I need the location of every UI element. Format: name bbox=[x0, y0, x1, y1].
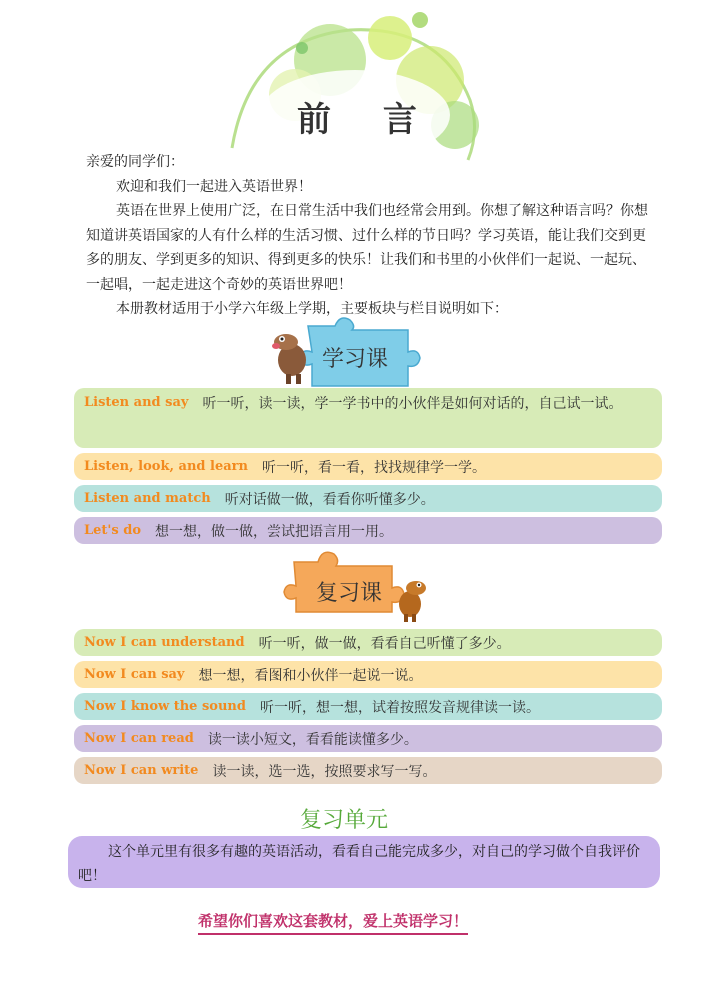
review-row-say bbox=[74, 661, 662, 688]
dog-mascot-icon bbox=[399, 581, 426, 622]
row-en-label: Now I can read bbox=[84, 731, 194, 746]
review-row-sound bbox=[74, 693, 662, 720]
row-cn-text: 读一读小短文，看看能读懂多少。 bbox=[207, 731, 418, 748]
review-row-read bbox=[74, 725, 662, 752]
row-cn-text: 想一想，做一做，尝试把语言用一用。 bbox=[155, 523, 394, 540]
intro-paragraph-3: 本册教材适用于小学六年级上学期，主要板块与栏目说明如下： bbox=[116, 301, 508, 317]
row-en-label: Now I can understand bbox=[84, 635, 245, 650]
row-cn-text: 想一想，看图和小伙伴一起说一说。 bbox=[198, 667, 423, 684]
row-en-label: Let's do bbox=[84, 523, 142, 538]
row-cn-text: 听一听，读一读，学一学书中的小伙伴是如何对话的，自己试一试。 bbox=[202, 396, 623, 412]
review-unit-text: 这个单元里有很多有趣的英语活动，看看自己能完成多少，对自己的学习做个自我评价吧！ bbox=[78, 844, 640, 884]
row-cn-text: 听一听，做一做，看看自己听懂了多少。 bbox=[258, 635, 511, 652]
row-en-label: Now I can say bbox=[84, 667, 185, 682]
review-unit-box bbox=[68, 836, 660, 888]
intro-paragraph-2: 英语在世界上使用广泛，在日常生活中我们也经常会用到。你想了解这种语言吗？你想知道讲英语国家的人有什么样的生活习惯、过什么样的节日吗？学习英语，能让我们交到更多的朋友、学到更多的知识、得到更多的快乐！让我们和书里的小伙伴们一起说、一起玩、一起唱，一起走进这个奇妙的英语世界吧！ bbox=[86, 203, 648, 293]
greeting: 亲爱的同学们： bbox=[86, 154, 184, 170]
row-en-label: Listen, look, and learn bbox=[84, 459, 248, 474]
row-en-label: Listen and say bbox=[84, 395, 189, 410]
row-cn-text: 听对话做一做，看看你听懂多少。 bbox=[224, 491, 435, 508]
closing-line: 希望你们喜欢这套教材，爱上英语学习！ bbox=[198, 910, 468, 935]
row-en-label: Listen and match bbox=[84, 491, 211, 506]
row-en-label: Now I can write bbox=[84, 763, 199, 778]
review-unit-title: 复习单元 bbox=[300, 808, 389, 833]
row-cn-text: 听一听，想一想，试着按照发音规律读一读。 bbox=[259, 699, 540, 716]
row-cn-text: 听一听，看一看，找找规律学一学。 bbox=[261, 459, 486, 476]
review-row-understand bbox=[74, 629, 662, 656]
review-row-write bbox=[74, 757, 662, 784]
page-title: 前 言 bbox=[297, 100, 437, 140]
learn-section-title: 学习课 bbox=[322, 347, 389, 372]
row-cn-text: 读一读，选一选，按照要求写一写。 bbox=[212, 763, 437, 780]
row-en-label: Now I know the sound bbox=[84, 699, 246, 714]
intro-paragraph-1: 欢迎和我们一起进入英语世界！ bbox=[116, 178, 312, 195]
review-section-title: 复习课 bbox=[316, 581, 383, 606]
